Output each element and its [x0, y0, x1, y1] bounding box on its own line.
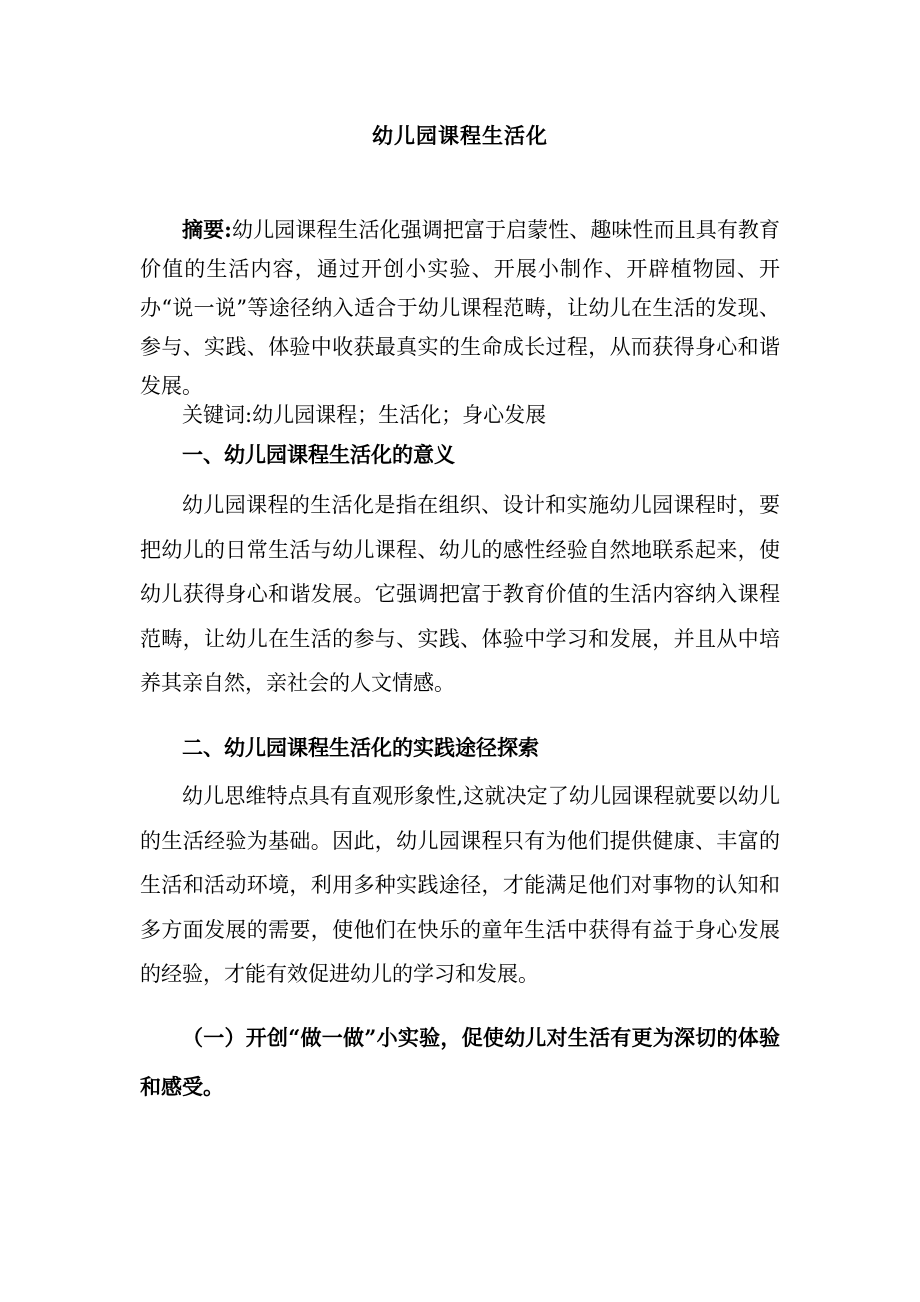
section-heading-1: 一、幼儿园课程生活化的意义 — [182, 442, 455, 467]
abstract-paragraph — [140, 210, 780, 406]
subsection-heading-1: （一）开创“做一做”小实验，促使幼儿对生活有更为深切的体验和感受。 — [140, 1025, 780, 1099]
keywords-label: 关键词: — [182, 403, 253, 427]
document-title: 幼儿园课程生活化 — [372, 123, 548, 148]
section-paragraph-1: 幼儿园课程的生活化是指在组织、设计和实施幼儿园课程时，要把幼儿的日常生活与幼儿课程、幼儿的感性经验自然地联系起来，使幼儿获得身心和谐发展。它强调把富于教育价值的生活内容纳入课程范畴，让幼儿在生活的参与、实践、体验中学习和发展，并且从中培养其亲自然，亲社会的人文情感。 — [140, 493, 780, 695]
keywords-line — [140, 397, 780, 433]
keywords-text: 幼儿园课程；生活化；身心发展 — [252, 403, 547, 427]
section-paragraph-2: 幼儿思维特点具有直观形象性,这就决定了幼儿园课程就要以幼儿的生活经验为基础。因此，幼儿园课程只有为他们提供健康、丰富的生活和活动环境，利用多种实践途径，才能满足他们对事物的认知和多方面发展的需要，使他们在快乐的童年生活中获得有益于身心发展的经验，才能有效促进幼儿的学习和发展。 — [140, 784, 780, 986]
section-heading-2: 二、幼儿园课程生活化的实践途径探索 — [182, 735, 539, 760]
abstract-label: 摘要: — [182, 217, 232, 242]
abstract-text: 幼儿园课程生活化强调把富于启蒙性、趣味性而且具有教育价值的生活内容，通过开创小实验、开展小制作、开辟植物园、开办“说一说”等途径纳入适合于幼儿课程范畴，让幼儿在生活的发现、参与、实践、体验中收获最真实的生命成长过程，从而获得身心和谐发展。 — [140, 218, 780, 398]
